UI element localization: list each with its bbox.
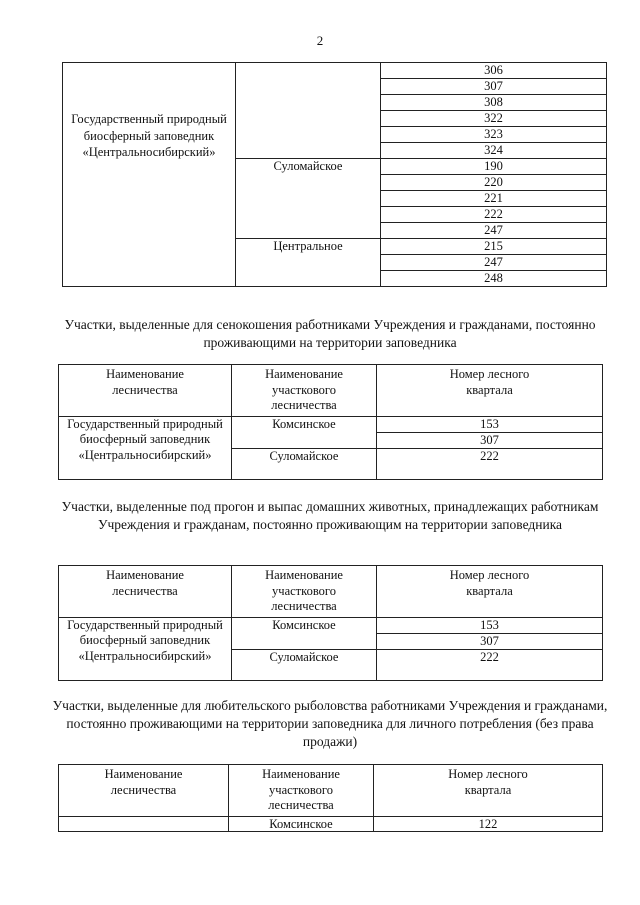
district-name: Комсинское	[232, 416, 377, 448]
quarter-number: 222	[377, 649, 603, 680]
header-quarter: Номер лесного квартала	[374, 765, 603, 817]
forestry-name-cell	[63, 63, 236, 287]
header-forestry: Наименование лесничества	[59, 566, 232, 618]
quarter-number: 322	[381, 111, 607, 127]
district-name: Комсинское	[232, 617, 377, 649]
quarter-number: 324	[381, 143, 607, 159]
quarter-number: 308	[381, 95, 607, 111]
quarter-number: 153	[377, 416, 603, 432]
quarter-number: 215	[381, 239, 607, 255]
haymaking-table	[58, 364, 603, 480]
quarter-number: 153	[377, 617, 603, 633]
quarter-number: 323	[381, 127, 607, 143]
header-district: Наименование участкового лесничества	[229, 765, 374, 817]
quarter-number: 307	[377, 432, 603, 448]
forestry-name: Государственный природный биосферный заповедник «Центральносибирский»	[59, 617, 232, 680]
district-cell	[236, 239, 381, 287]
forestry-name	[59, 816, 229, 831]
grazing-table	[58, 565, 603, 681]
forestry-name: Государственный природный биосферный заповедник «Центральносибирский»	[59, 416, 232, 479]
quarter-number: 190	[381, 159, 607, 175]
district-name: Суломайское	[273, 159, 343, 173]
quarter-number: 307	[377, 633, 603, 649]
quarter-number: 122	[374, 816, 603, 831]
quarter-number: 222	[381, 207, 607, 223]
quarter-number: 220	[381, 175, 607, 191]
district-cell	[236, 63, 381, 159]
header-district: Наименование участкового лесничества	[232, 365, 377, 417]
header-quarter: Номер лесного квартала	[377, 566, 603, 618]
section-title-grazing: Участки, выделенные под прогон и выпас домашних животных, принадлежащих работникам Учреждения и гражданам, постоянно проживающим на территории заповедника	[61, 499, 599, 532]
header-quarter: Номер лесного квартала	[377, 365, 603, 417]
quarter-number: 247	[381, 223, 607, 239]
header-forestry: Наименование лесничества	[59, 365, 232, 417]
quarter-number: 221	[381, 191, 607, 207]
district-name: Суломайское	[232, 649, 377, 680]
district-name: Комсинское	[229, 816, 374, 831]
header-forestry: Наименование лесничества	[59, 765, 229, 817]
quarter-number: 222	[377, 448, 603, 479]
forestry-name: Государственный природный биосферный заповедник «Центральносибирский»	[71, 112, 227, 159]
section-title-fishing: Участки, выделенные для любительского рыболовства работниками Учреждения и гражданами, постоянно проживающими на территории заповедника для личного потребления (без права продажи)	[52, 698, 608, 749]
district-name: Центральное	[273, 239, 343, 253]
district-name: Суломайское	[232, 448, 377, 479]
quarter-number: 248	[381, 271, 607, 287]
quarter-number: 306	[381, 63, 607, 79]
section-title-haymaking: Участки, выделенные для сенокошения работниками Учреждения и гражданами, постоянно проживающими на территории заповедника	[64, 317, 596, 350]
fishing-table	[58, 764, 603, 832]
quarter-number: 307	[381, 79, 607, 95]
quarter-number: 247	[381, 255, 607, 271]
quarters-table-continued	[62, 62, 607, 287]
header-district: Наименование участкового лесничества	[232, 566, 377, 618]
district-cell	[236, 159, 381, 239]
page-number: 2	[316, 33, 324, 48]
